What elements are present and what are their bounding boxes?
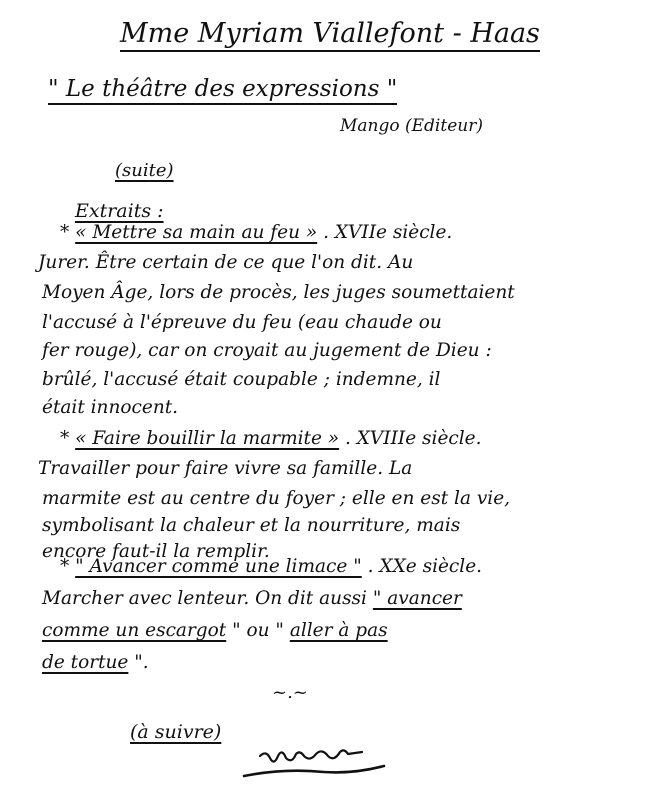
entry-2-line-1: Travailler pour faire vivre sa famille. La <box>38 458 413 479</box>
suite-text: (suite) <box>115 160 174 181</box>
entry-3-tail: ". <box>128 652 149 673</box>
handwritten-signature <box>240 748 390 782</box>
entry-3-line-1 <box>42 588 462 609</box>
entry-1-expression: « Mettre sa main au feu » <box>75 222 318 243</box>
entry-1-bullet: * <box>60 222 70 243</box>
entry-2-heading <box>60 428 482 449</box>
author-name <box>120 18 540 49</box>
entry-1-line-6: était innocent. <box>42 397 179 418</box>
entry-3-bullet: * <box>60 556 70 577</box>
entry-3-alt-1a: " avancer <box>372 588 462 609</box>
author-name-text: Mme Myriam Viallefont - Haas <box>120 18 540 52</box>
entry-3-heading <box>60 556 482 577</box>
entry-3-expression: " Avancer comme une limace " <box>75 556 362 577</box>
entry-2-expression: « Faire bouillir la marmite » <box>75 428 340 449</box>
entry-2-bullet: * <box>60 428 70 449</box>
extraits-label <box>75 200 164 222</box>
separator: ~.~ <box>272 682 308 703</box>
entry-1-heading <box>60 222 452 243</box>
entry-3-or: " ou " <box>226 620 290 641</box>
entry-1-line-1: Jurer. Être certain de ce que l'on dit. Au <box>38 252 414 273</box>
entry-2-line-4: encore faut-il la remplir. <box>42 541 270 562</box>
entry-1-line-5: brûlé, l'accusé était coupable ; indemne, il <box>42 369 441 390</box>
a-suivre-label <box>130 721 221 743</box>
entry-1-line-4: fer rouge), car on croyait au jugement de Dieu : <box>42 340 492 361</box>
publisher: Mango (Editeur) <box>340 116 483 136</box>
entry-3-alt-2b: de tortue <box>42 652 129 673</box>
entry-1-line-3: l'accusé à l'épreuve du feu (eau chaude ou <box>42 312 442 333</box>
entry-1-line-2: Moyen Âge, lors de procès, les juges soumettaient <box>42 282 515 303</box>
extraits-text: Extraits : <box>75 200 164 222</box>
book-title-text: " Le théâtre des expressions " <box>48 76 397 105</box>
entry-1-century: . XVIIe siècle. <box>323 222 453 243</box>
book-title <box>48 76 397 102</box>
entry-3-alt-1b: comme un escargot <box>42 620 227 641</box>
entry-2-century: . XVIIIe siècle. <box>345 428 482 449</box>
entry-2-line-3: symbolisant la chaleur et la nourriture, mais <box>42 515 461 536</box>
entry-3-alt-2a: aller à pas <box>289 620 388 641</box>
entry-3-century: . XXe siècle. <box>367 556 483 577</box>
entry-3-line-2 <box>42 620 388 641</box>
a-suivre-text: (à suivre) <box>130 721 222 743</box>
entry-3-line-1-text: Marcher avec lenteur. On dit aussi <box>42 588 367 609</box>
entry-2-line-2: marmite est au centre du foyer ; elle en est la vie, <box>42 488 511 509</box>
entry-3-line-3 <box>42 652 149 673</box>
suite-label <box>115 160 174 181</box>
